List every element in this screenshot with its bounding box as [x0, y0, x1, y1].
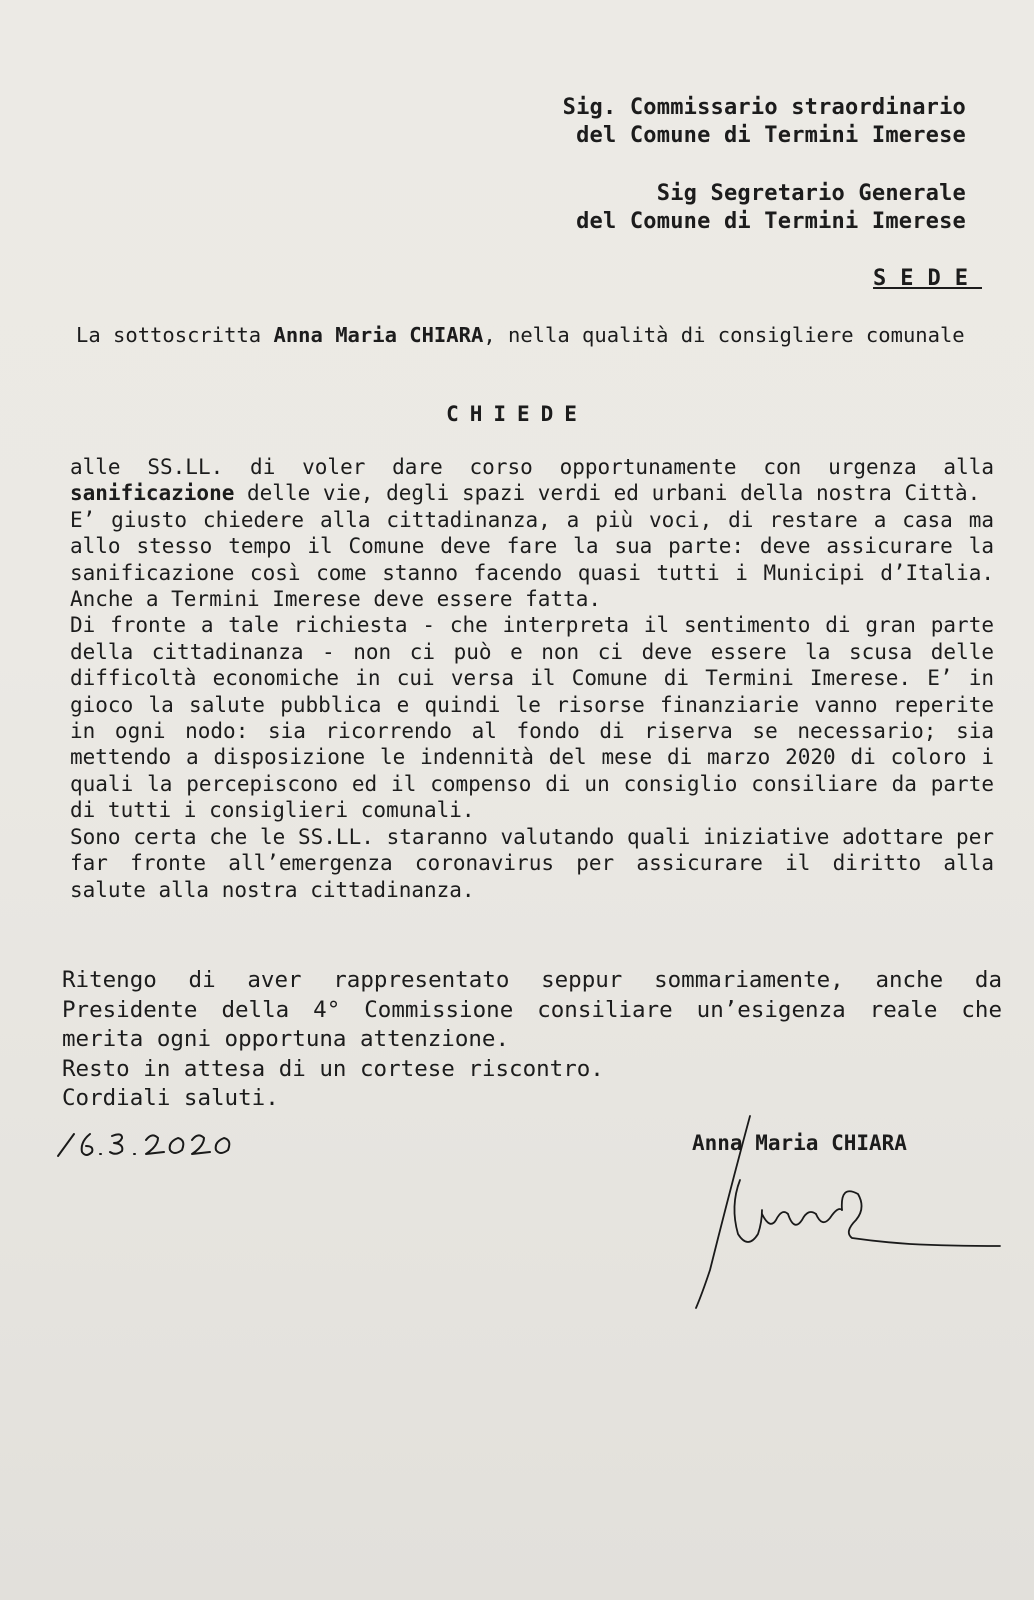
closing-section: [62, 966, 1002, 1114]
body-paragraph: E’ giusto chiedere alla cittadinanza, a più voci, di restare a casa ma allo stesso tempo il Comune deve fare la sua parte: deve assicurare la sanificazione così come stanno facendo quasi tutti i Municipi d’Italia. Anche a Termini Imerese deve essere fatta.: [70, 507, 994, 612]
body-bold-term: sanificazione: [70, 481, 235, 506]
recipient-commissario: [563, 94, 966, 150]
recipient-line: Sig Segretario Generale: [656, 181, 966, 206]
closing-paragraph: Resto in attesa di un cortese riscontro.: [62, 1055, 604, 1082]
body-text: delle vie, degli spazi verdi ed urbani della nostra Città.: [234, 481, 981, 506]
signatory-name: Anna Maria CHIARA: [692, 1131, 907, 1155]
intro-suffix: , nella qualità di consigliere comunale: [483, 323, 965, 347]
body-paragraph: Di fronte a tale richiesta - che interpreta il sentimento di gran parte della cittadinanza - non ci può e non ci deve essere la scusa delle difficoltà economiche in cui versa il Comune di Termini Imerese. E’ in gioco la salute pubblica e quindi le risorse finanziarie vanno reperite in ogni nodo: sia ricorrendo al fondo di riserva se necessario; sia mettendo a disposizione le indennità del mese di marzo 2020 di coloro i quali la percepiscono ed il compenso di un consiglio consiliare da parte di tutti i consiglieri comunali.: [70, 613, 994, 823]
closing-paragraph: Cordiali saluti.: [62, 1085, 279, 1111]
sede-heading: SEDE: [873, 266, 982, 291]
letter-body: [70, 454, 994, 903]
body-text: alle SS.LL. di voler dare corso opportunamente con urgenza alla: [70, 455, 994, 479]
handwritten-date: [54, 1120, 274, 1180]
recipient-line: del Comune di Termini Imerese: [576, 209, 966, 234]
recipient-segretario: [576, 180, 966, 236]
body-paragraph: Sono certa che le SS.LL. staranno valutando quali iniziative adottare per far fronte all’emergenza coronavirus per assicurare il diritto alla salute alla nostra cittadinanza.: [70, 824, 994, 902]
intro-prefix: La sottoscritta: [76, 323, 274, 347]
recipient-line: del Comune di Termini Imerese: [576, 123, 966, 148]
intro-paragraph: [76, 322, 988, 348]
recipient-line: Sig. Commissario straordinario: [562, 95, 966, 120]
handwritten-signature: [690, 1110, 1020, 1340]
request-heading: CHIEDE: [446, 402, 588, 426]
closing-paragraph: Ritengo di aver rappresentato seppur sommariamente, anche da Presidente della 4° Commissione consiliare un’esigenza reale che merita ogni opportuna attenzione.: [62, 967, 1002, 1052]
signer-name: Anna Maria CHIARA: [273, 323, 484, 347]
body-paragraph: [70, 454, 994, 507]
